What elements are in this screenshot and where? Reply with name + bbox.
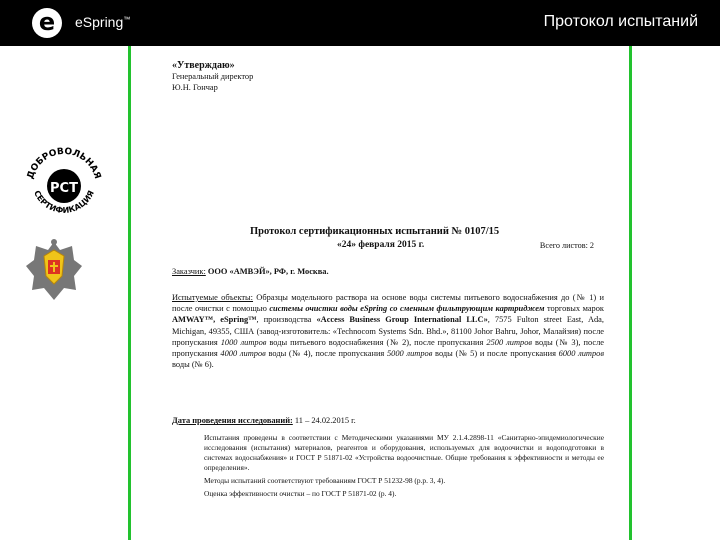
approve-heading: «Утверждаю» bbox=[172, 60, 235, 71]
signer-name: Ю.Н. Гончар bbox=[172, 83, 218, 93]
right-green-line bbox=[629, 46, 632, 540]
sheets-count: Всего листов: 2 bbox=[539, 241, 594, 250]
protocol-title: Протокол сертификационных испытаний № 0107/15 bbox=[250, 226, 500, 237]
header-bar bbox=[0, 0, 720, 46]
coat-of-arms-icon bbox=[24, 236, 84, 308]
protocol-date: «24» февраля 2015 г. bbox=[337, 240, 425, 250]
methods-section bbox=[204, 433, 604, 499]
seal-mark: РСТ bbox=[50, 181, 78, 196]
left-green-line bbox=[128, 46, 131, 540]
voluntary-certification-seal-icon bbox=[22, 140, 106, 224]
seal-bottom-text: СЕРТИФИКАЦИЯ bbox=[32, 189, 96, 216]
methods-line: Методы испытаний соответствуют требованиям ГОСТ Р 51232-98 (р.р. 3, 4). bbox=[204, 476, 446, 485]
efficiency-line: Оценка эффективности очистки – по ГОСТ Р 51871-02 (р. 4). bbox=[204, 489, 397, 498]
brand-name: eSpring™ bbox=[75, 14, 131, 30]
director-title: Генеральный директор bbox=[172, 72, 254, 82]
protocol-document bbox=[172, 60, 604, 498]
client-label: Заказчик: bbox=[172, 267, 206, 276]
page-title: Протокол испытаний bbox=[543, 13, 698, 30]
method-paragraph: Испытания проведены в соответствии с Методическими указаниями МУ 2.1.4.2898-11 «Санитарно-эпидемиологические исследования (испытания) материалов, реагентов и оборудования, используемых для водоочистки и водоподготовки в системах водоснабжения» и ГОСТ Р 51871-02 «Устройства водоочистные. Общие требования к эффективности и методы ее определения». bbox=[204, 433, 604, 472]
test-objects-paragraph: Испытуемые объекты: Образцы модельного раствора на основе воды системы питьевого водоснабжения до (№ 1) и после очистки с помощью системы очистки воды eSpring со сменным фильтрующим картриджем торговых марок AMWAY™, eSpring™, производства «Access Business Group International LLC», 7575 Fulton street East, Ada, Michigan, 49355, США (завод-изготовитель: «Technocom Systems Sdn. Bhd.», 81100 Johor Bahru, Johor, Малайзия) после пропускания 1000 литров воды питьевого водоснабжения (№ 2), после пропускания 2500 литров воды (№ 3), после пропускания 4000 литров воды (№ 4), после пропускания 5000 литров воды (№ 5) и после пропускания 6000 литров воды (№ 6). bbox=[172, 293, 604, 370]
dates-value: 11 – 24.02.2015 г. bbox=[292, 416, 356, 425]
client-line bbox=[172, 266, 604, 277]
seal-top-text: ДОБРОВОЛЬНАЯ bbox=[25, 146, 103, 181]
dates-label: Дата проведения исследований: bbox=[172, 416, 293, 425]
test-dates-line bbox=[172, 415, 604, 426]
espring-logo-icon: e bbox=[32, 8, 62, 38]
client-value: ООО «АМВЭЙ», РФ, г. Москва. bbox=[205, 267, 329, 276]
